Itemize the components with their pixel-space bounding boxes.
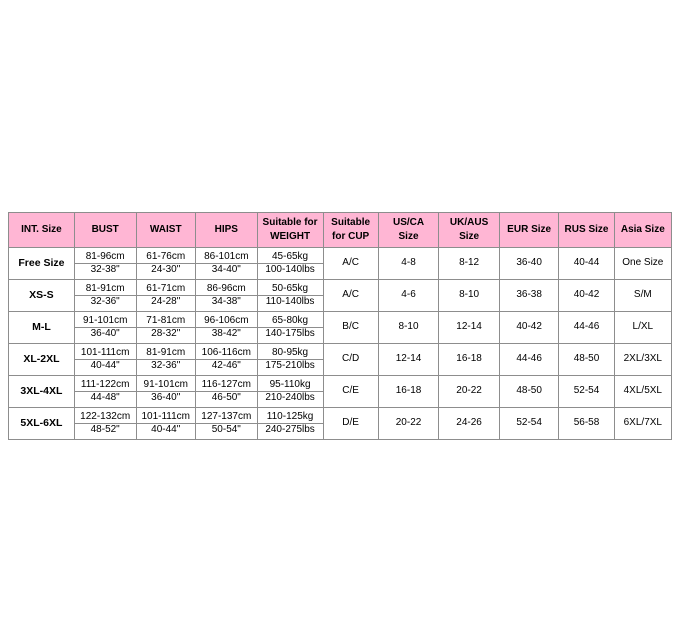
- cell-bust-cm: 81-96cm: [75, 251, 136, 265]
- cell-waist: [136, 408, 196, 440]
- column-header-cup: [323, 213, 378, 248]
- cell-bust-inch: 48-52": [90, 424, 120, 435]
- cell-hips: [196, 376, 258, 408]
- cell-uk-aus: 8-10: [439, 280, 500, 312]
- cell-waist: [136, 376, 196, 408]
- cell-weight-lbs: 140-175lbs: [265, 328, 315, 339]
- column-header-waist: [136, 213, 196, 248]
- cell-waist-inch: 28-32": [151, 328, 181, 339]
- cell-waist-cm: 81-91cm: [137, 347, 196, 361]
- header-label-weight-line1: Suitable for: [262, 216, 318, 228]
- cell-weight: [257, 248, 323, 280]
- cell-bust-cm: 91-101cm: [75, 315, 136, 329]
- cell-bust: [74, 312, 136, 344]
- cell-cup: C/E: [323, 376, 378, 408]
- cell-weight-kg: 95-110kg: [258, 379, 323, 393]
- cell-hips: [196, 248, 258, 280]
- cell-weight-lbs: 210-240lbs: [265, 392, 315, 403]
- table-row: [9, 344, 672, 376]
- cell-rus: 40-44: [559, 248, 614, 280]
- cell-waist-cm: 61-76cm: [137, 251, 196, 265]
- cell-us-ca: 8-10: [378, 312, 439, 344]
- size-chart-container: [8, 212, 672, 440]
- header-label-uk-aus-line1: UK/AUS: [449, 216, 489, 228]
- cell-int-size: 5XL-6XL: [9, 408, 75, 440]
- cell-weight-kg: 80-95kg: [258, 347, 323, 361]
- cell-asia: 6XL/7XL: [614, 408, 671, 440]
- header-label-bust: BUST: [91, 223, 119, 235]
- header-label-eur: EUR Size: [507, 223, 552, 235]
- header-row: [9, 213, 672, 248]
- header-label-asia: Asia Size: [620, 223, 665, 235]
- column-header-asia: [614, 213, 671, 248]
- cell-uk-aus: 24-26: [439, 408, 500, 440]
- cell-eur: 36-38: [499, 280, 559, 312]
- header-label-uk-aus-line2: Size: [459, 231, 480, 242]
- cell-weight-lbs: 110-140lbs: [265, 296, 315, 307]
- cell-weight: [257, 280, 323, 312]
- cell-weight: [257, 376, 323, 408]
- cell-bust-inch: 40-44": [90, 360, 120, 371]
- cell-eur: 44-46: [499, 344, 559, 376]
- header-label-rus: RUS Size: [564, 223, 609, 235]
- column-header-weight: [257, 213, 323, 248]
- cell-waist-cm: 71-81cm: [137, 315, 196, 329]
- cell-weight-lbs: 240-275lbs: [265, 424, 315, 435]
- cell-uk-aus: 16-18: [439, 344, 500, 376]
- cell-bust-cm: 101-111cm: [75, 347, 136, 361]
- cell-bust-inch: 44-48": [90, 392, 120, 403]
- header-label-cup-line2: for CUP: [332, 231, 370, 242]
- cell-bust: [74, 376, 136, 408]
- cell-us-ca: 12-14: [378, 344, 439, 376]
- header-label-us-ca-line2: Size: [398, 231, 419, 242]
- column-header-rus: [559, 213, 614, 248]
- cell-waist-inch: 36-40": [151, 392, 181, 403]
- header-label-waist: WAIST: [149, 223, 182, 235]
- table-body: [9, 248, 672, 440]
- cell-eur: 40-42: [499, 312, 559, 344]
- cell-us-ca: 4-8: [378, 248, 439, 280]
- cell-bust-inch: 32-38": [90, 264, 120, 275]
- cell-bust: [74, 280, 136, 312]
- cell-cup: A/C: [323, 280, 378, 312]
- cell-eur: 36-40: [499, 248, 559, 280]
- cell-bust: [74, 248, 136, 280]
- cell-weight-kg: 45-65kg: [258, 251, 323, 265]
- cell-waist: [136, 248, 196, 280]
- cell-weight-lbs: 100-140lbs: [265, 264, 315, 275]
- cell-waist: [136, 312, 196, 344]
- cell-asia: One Size: [614, 248, 671, 280]
- cell-rus: 44-46: [559, 312, 614, 344]
- cell-rus: 40-42: [559, 280, 614, 312]
- cell-hips: [196, 344, 258, 376]
- cell-weight: [257, 344, 323, 376]
- cell-hips-cm: 96-106cm: [196, 315, 257, 329]
- cell-waist-inch: 24-28": [151, 296, 181, 307]
- cell-hips-inch: 50-54": [211, 424, 241, 435]
- cell-cup: C/D: [323, 344, 378, 376]
- cell-int-size: M-L: [9, 312, 75, 344]
- cell-bust-inch: 32-36": [90, 296, 120, 307]
- cell-bust-cm: 81-91cm: [75, 283, 136, 297]
- cell-bust: [74, 408, 136, 440]
- table-row: [9, 408, 672, 440]
- cell-asia: 4XL/5XL: [614, 376, 671, 408]
- column-header-bust: [74, 213, 136, 248]
- cell-weight-kg: 110-125kg: [258, 411, 323, 425]
- cell-weight-lbs: 175-210lbs: [265, 360, 315, 371]
- cell-weight-kg: 65-80kg: [258, 315, 323, 329]
- header-label-us-ca-line1: US/CA: [392, 216, 425, 228]
- cell-hips-cm: 106-116cm: [196, 347, 257, 361]
- column-header-us-ca: [378, 213, 439, 248]
- cell-weight: [257, 408, 323, 440]
- table-row: [9, 280, 672, 312]
- cell-int-size: Free Size: [9, 248, 75, 280]
- cell-uk-aus: 20-22: [439, 376, 500, 408]
- column-header-eur: [499, 213, 559, 248]
- cell-hips-cm: 86-96cm: [196, 283, 257, 297]
- cell-hips-inch: 38-42": [211, 328, 241, 339]
- cell-weight-kg: 50-65kg: [258, 283, 323, 297]
- cell-waist: [136, 280, 196, 312]
- cell-hips-inch: 42-46": [211, 360, 241, 371]
- cell-us-ca: 20-22: [378, 408, 439, 440]
- cell-asia: 2XL/3XL: [614, 344, 671, 376]
- cell-hips: [196, 408, 258, 440]
- cell-us-ca: 4-6: [378, 280, 439, 312]
- cell-hips-inch: 46-50": [211, 392, 241, 403]
- cell-cup: A/C: [323, 248, 378, 280]
- cell-waist-inch: 32-36": [151, 360, 181, 371]
- cell-int-size: 3XL-4XL: [9, 376, 75, 408]
- cell-us-ca: 16-18: [378, 376, 439, 408]
- column-header-uk-aus: [439, 213, 500, 248]
- table-row: [9, 376, 672, 408]
- cell-hips-cm: 86-101cm: [196, 251, 257, 265]
- cell-hips-inch: 34-40": [211, 264, 241, 275]
- cell-int-size: XL-2XL: [9, 344, 75, 376]
- header-label-weight-line2: WEIGHT: [270, 231, 311, 242]
- column-header-hips: [196, 213, 258, 248]
- cell-hips: [196, 312, 258, 344]
- cell-rus: 56-58: [559, 408, 614, 440]
- cell-hips-cm: 116-127cm: [196, 379, 257, 393]
- cell-hips: [196, 280, 258, 312]
- header-label-hips: HIPS: [214, 223, 238, 235]
- cell-uk-aus: 12-14: [439, 312, 500, 344]
- cell-waist: [136, 344, 196, 376]
- header-label-int-size: INT. Size: [21, 223, 62, 235]
- cell-eur: 48-50: [499, 376, 559, 408]
- column-header-int-size: [9, 213, 75, 248]
- cell-rus: 52-54: [559, 376, 614, 408]
- cell-waist-inch: 40-44": [151, 424, 181, 435]
- cell-waist-cm: 61-71cm: [137, 283, 196, 297]
- table-row: [9, 248, 672, 280]
- cell-cup: B/C: [323, 312, 378, 344]
- cell-asia: L/XL: [614, 312, 671, 344]
- cell-rus: 48-50: [559, 344, 614, 376]
- cell-int-size: XS-S: [9, 280, 75, 312]
- cell-bust-cm: 122-132cm: [75, 411, 136, 425]
- size-chart-table: [8, 212, 672, 440]
- cell-bust: [74, 344, 136, 376]
- cell-waist-cm: 101-111cm: [137, 411, 196, 425]
- cell-hips-cm: 127-137cm: [196, 411, 257, 425]
- cell-bust-inch: 36-40": [90, 328, 120, 339]
- cell-waist-inch: 24-30": [151, 264, 181, 275]
- cell-asia: S/M: [614, 280, 671, 312]
- cell-cup: D/E: [323, 408, 378, 440]
- cell-waist-cm: 91-101cm: [137, 379, 196, 393]
- table-row: [9, 312, 672, 344]
- header-label-cup-line1: Suitable: [331, 216, 371, 228]
- cell-uk-aus: 8-12: [439, 248, 500, 280]
- table-header: [9, 213, 672, 248]
- cell-weight: [257, 312, 323, 344]
- cell-eur: 52-54: [499, 408, 559, 440]
- cell-bust-cm: 111-122cm: [75, 379, 136, 393]
- cell-hips-inch: 34-38": [211, 296, 241, 307]
